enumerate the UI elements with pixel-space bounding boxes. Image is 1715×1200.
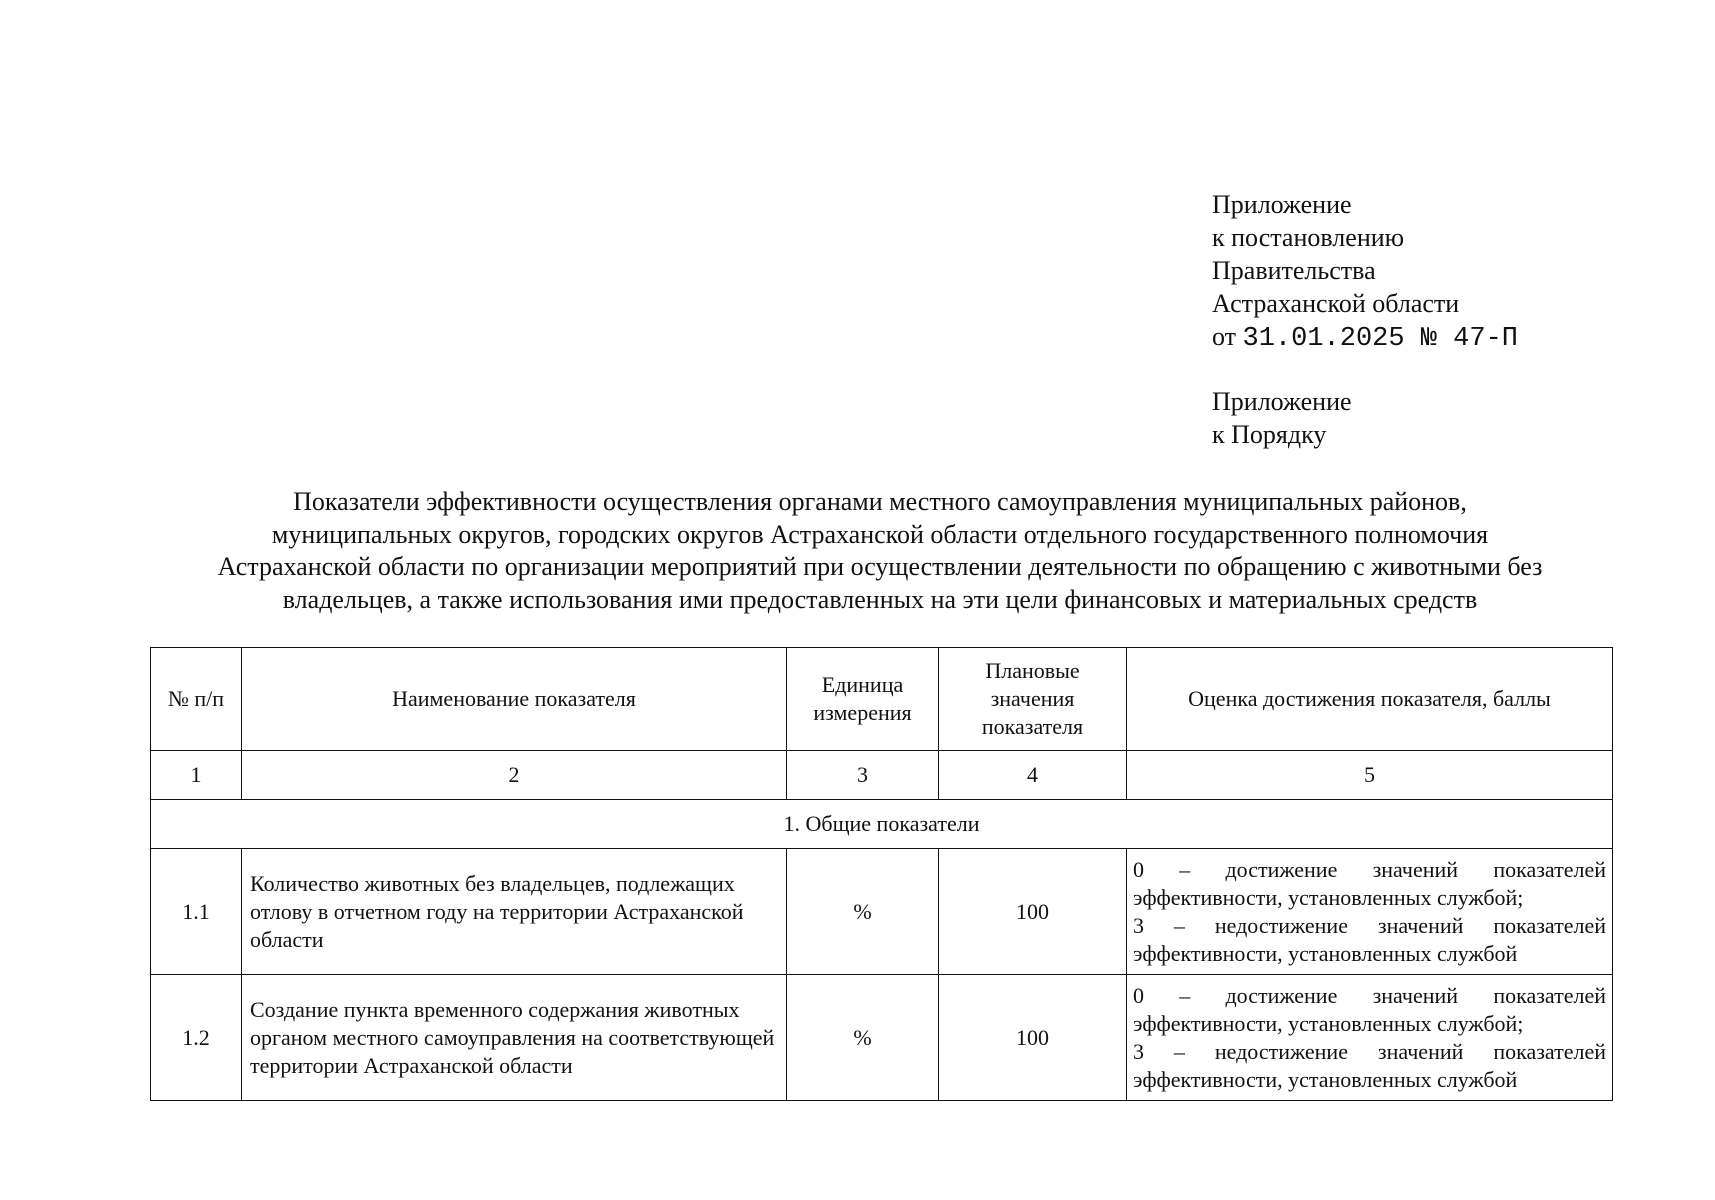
header-eval: Оценка достижения показателя, баллы	[1127, 648, 1613, 751]
title-line: Астраханской области по организации мероприятий при осуществлении деятельности по обращению с животными без	[217, 552, 1543, 581]
column-number: 4	[939, 751, 1127, 800]
table-row	[151, 975, 1613, 1101]
table-header-row	[151, 648, 1613, 751]
appendix-to-order	[1212, 385, 1352, 451]
header-plan: Плановые значения показателя	[939, 648, 1127, 751]
evaluation-line: 0 – достижение значений показателей эффективности, установленных службой;	[1133, 856, 1606, 910]
evaluation-line: 3 – недостижение значений показателей эффективности, установленных службой	[1133, 912, 1606, 966]
row-number: 1.2	[151, 975, 242, 1101]
evaluation-line: 3 – недостижение значений показателей эффективности, установленных службой	[1133, 1038, 1606, 1092]
title-line: муниципальных округов, городских округов Астраханской области отдельного государственного полномочия	[271, 519, 1489, 549]
column-numbers-row	[151, 751, 1613, 800]
appendix-line: к постановлению	[1212, 223, 1405, 252]
document-title	[100, 486, 1660, 616]
indicators-table	[150, 647, 1613, 1101]
header-unit: Единица измерения	[787, 648, 939, 751]
appendix-line: Приложение	[1212, 387, 1352, 416]
indicator-name: Создание пункта временного содержания животных органом местного самоуправления на соответствующей территории Астраханской области	[242, 975, 787, 1101]
section-title: 1. Общие показатели	[151, 800, 1613, 849]
header-num: № п/п	[151, 648, 242, 751]
resolution-date-number: 31.01.2025 № 47-П	[1242, 324, 1518, 354]
appendix-line: к Порядку	[1212, 420, 1327, 449]
evaluation-text	[1127, 975, 1613, 1101]
title-line: владельцев, а также использования ими предоставленных на эти цели финансовых и материальных средств	[282, 584, 1478, 614]
resolution-date-line	[1212, 320, 1518, 356]
section-row	[151, 800, 1613, 849]
evaluation-text	[1127, 849, 1613, 975]
plan-value: 100	[939, 975, 1127, 1101]
column-number: 1	[151, 751, 242, 800]
appendix-header	[1212, 188, 1518, 356]
indicator-name: Количество животных без владельцев, подлежащих отлову в отчетном году на территории Астраханской области	[242, 849, 787, 975]
appendix-line: Приложение	[1212, 190, 1352, 219]
column-number: 5	[1127, 751, 1613, 800]
column-number: 3	[787, 751, 939, 800]
appendix-line: Правительства	[1212, 256, 1376, 285]
row-number: 1.1	[151, 849, 242, 975]
unit-value: %	[787, 849, 939, 975]
header-name: Наименование показателя	[242, 648, 787, 751]
evaluation-line: 0 – достижение значений показателей эффективности, установленных службой;	[1133, 982, 1606, 1036]
appendix-line: Астраханской области	[1212, 289, 1460, 318]
date-prefix: от	[1212, 322, 1237, 351]
table-row	[151, 849, 1613, 975]
column-number: 2	[242, 751, 787, 800]
plan-value: 100	[939, 849, 1127, 975]
unit-value: %	[787, 975, 939, 1101]
title-line: Показатели эффективности осуществления органами местного самоуправления муниципальных районов,	[293, 487, 1467, 516]
